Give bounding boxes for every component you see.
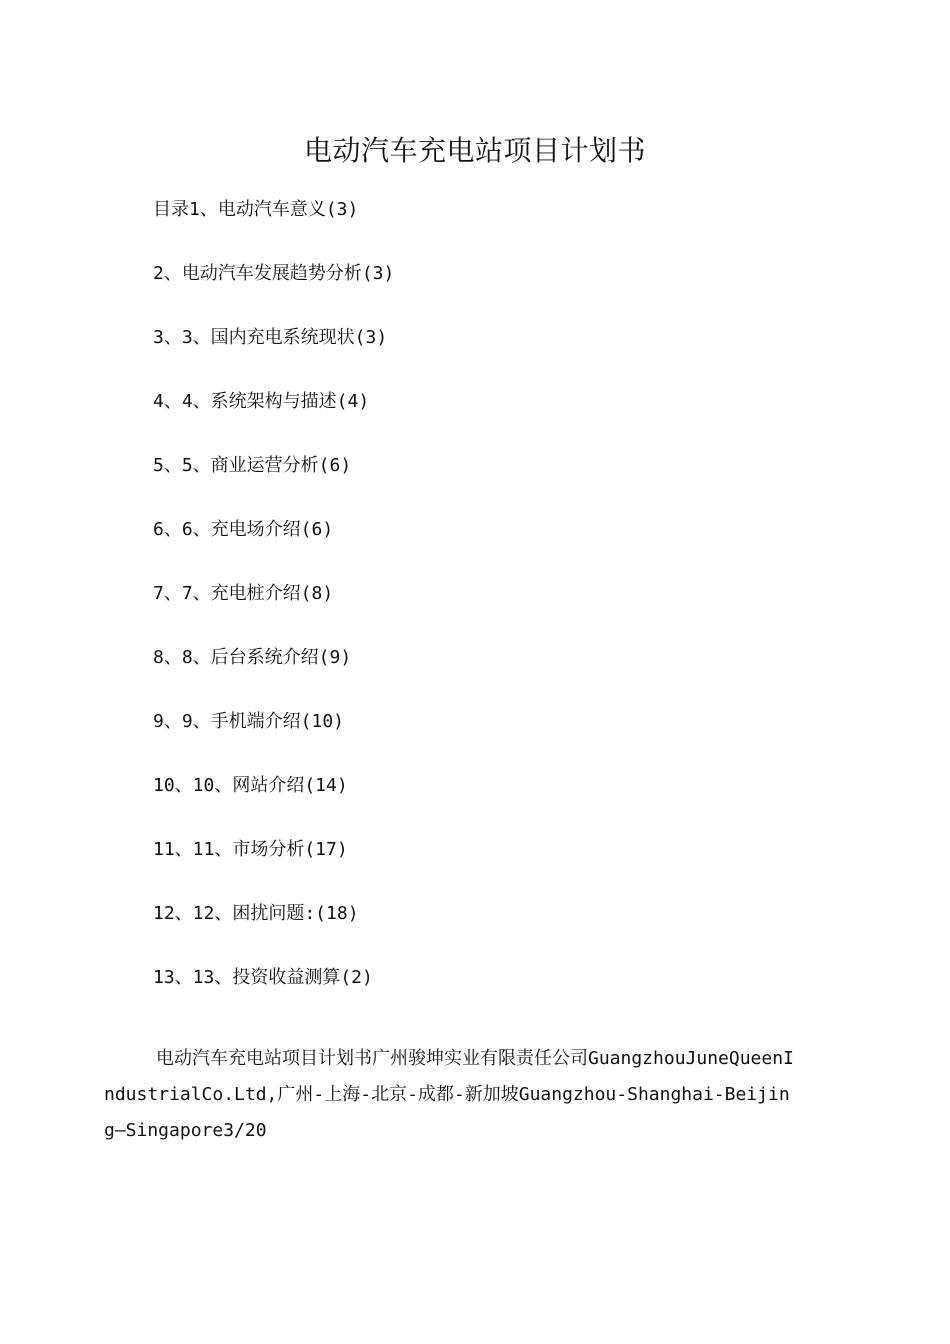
toc-item-5: 5、5、商业运营分析(6) <box>153 455 352 476</box>
toc-item-9: 9、9、手机端介绍(10) <box>153 711 345 732</box>
toc-item-11: 11、11、市场分析(17) <box>153 839 348 860</box>
toc-item-10: 10、10、网站介绍(14) <box>153 775 348 796</box>
toc-item-7: 7、7、充电桩介绍(8) <box>153 583 334 604</box>
toc-item-1: 目录1、电动汽车意义(3) <box>153 199 359 220</box>
toc-item-4: 4、4、系统架构与描述(4) <box>153 391 370 412</box>
document-footer-paragraph: 电动汽车充电站项目计划书广州骏坤实业有限责任公司GuangzhouJuneQueenIndustrialCo.Ltd,广州-上海-北京-成都-新加坡Guangzhou-Shanghai-Beijing—Singapore3/20 <box>104 1048 794 1141</box>
toc-item-8: 8、8、后台系统介绍(9) <box>153 647 352 668</box>
toc-item-12: 12、12、困扰问题:(18) <box>153 903 359 924</box>
toc-item-3: 3、3、国内充电系统现状(3) <box>153 327 388 348</box>
toc-item-13: 13、13、投资收益测算(2) <box>153 967 373 988</box>
document-title: 电动汽车充电站项目计划书 <box>303 133 646 167</box>
toc-item-6: 6、6、充电场介绍(6) <box>153 519 334 540</box>
table-of-contents <box>153 196 853 1028</box>
toc-item-2: 2、电动汽车发展趋势分析(3) <box>153 263 395 284</box>
